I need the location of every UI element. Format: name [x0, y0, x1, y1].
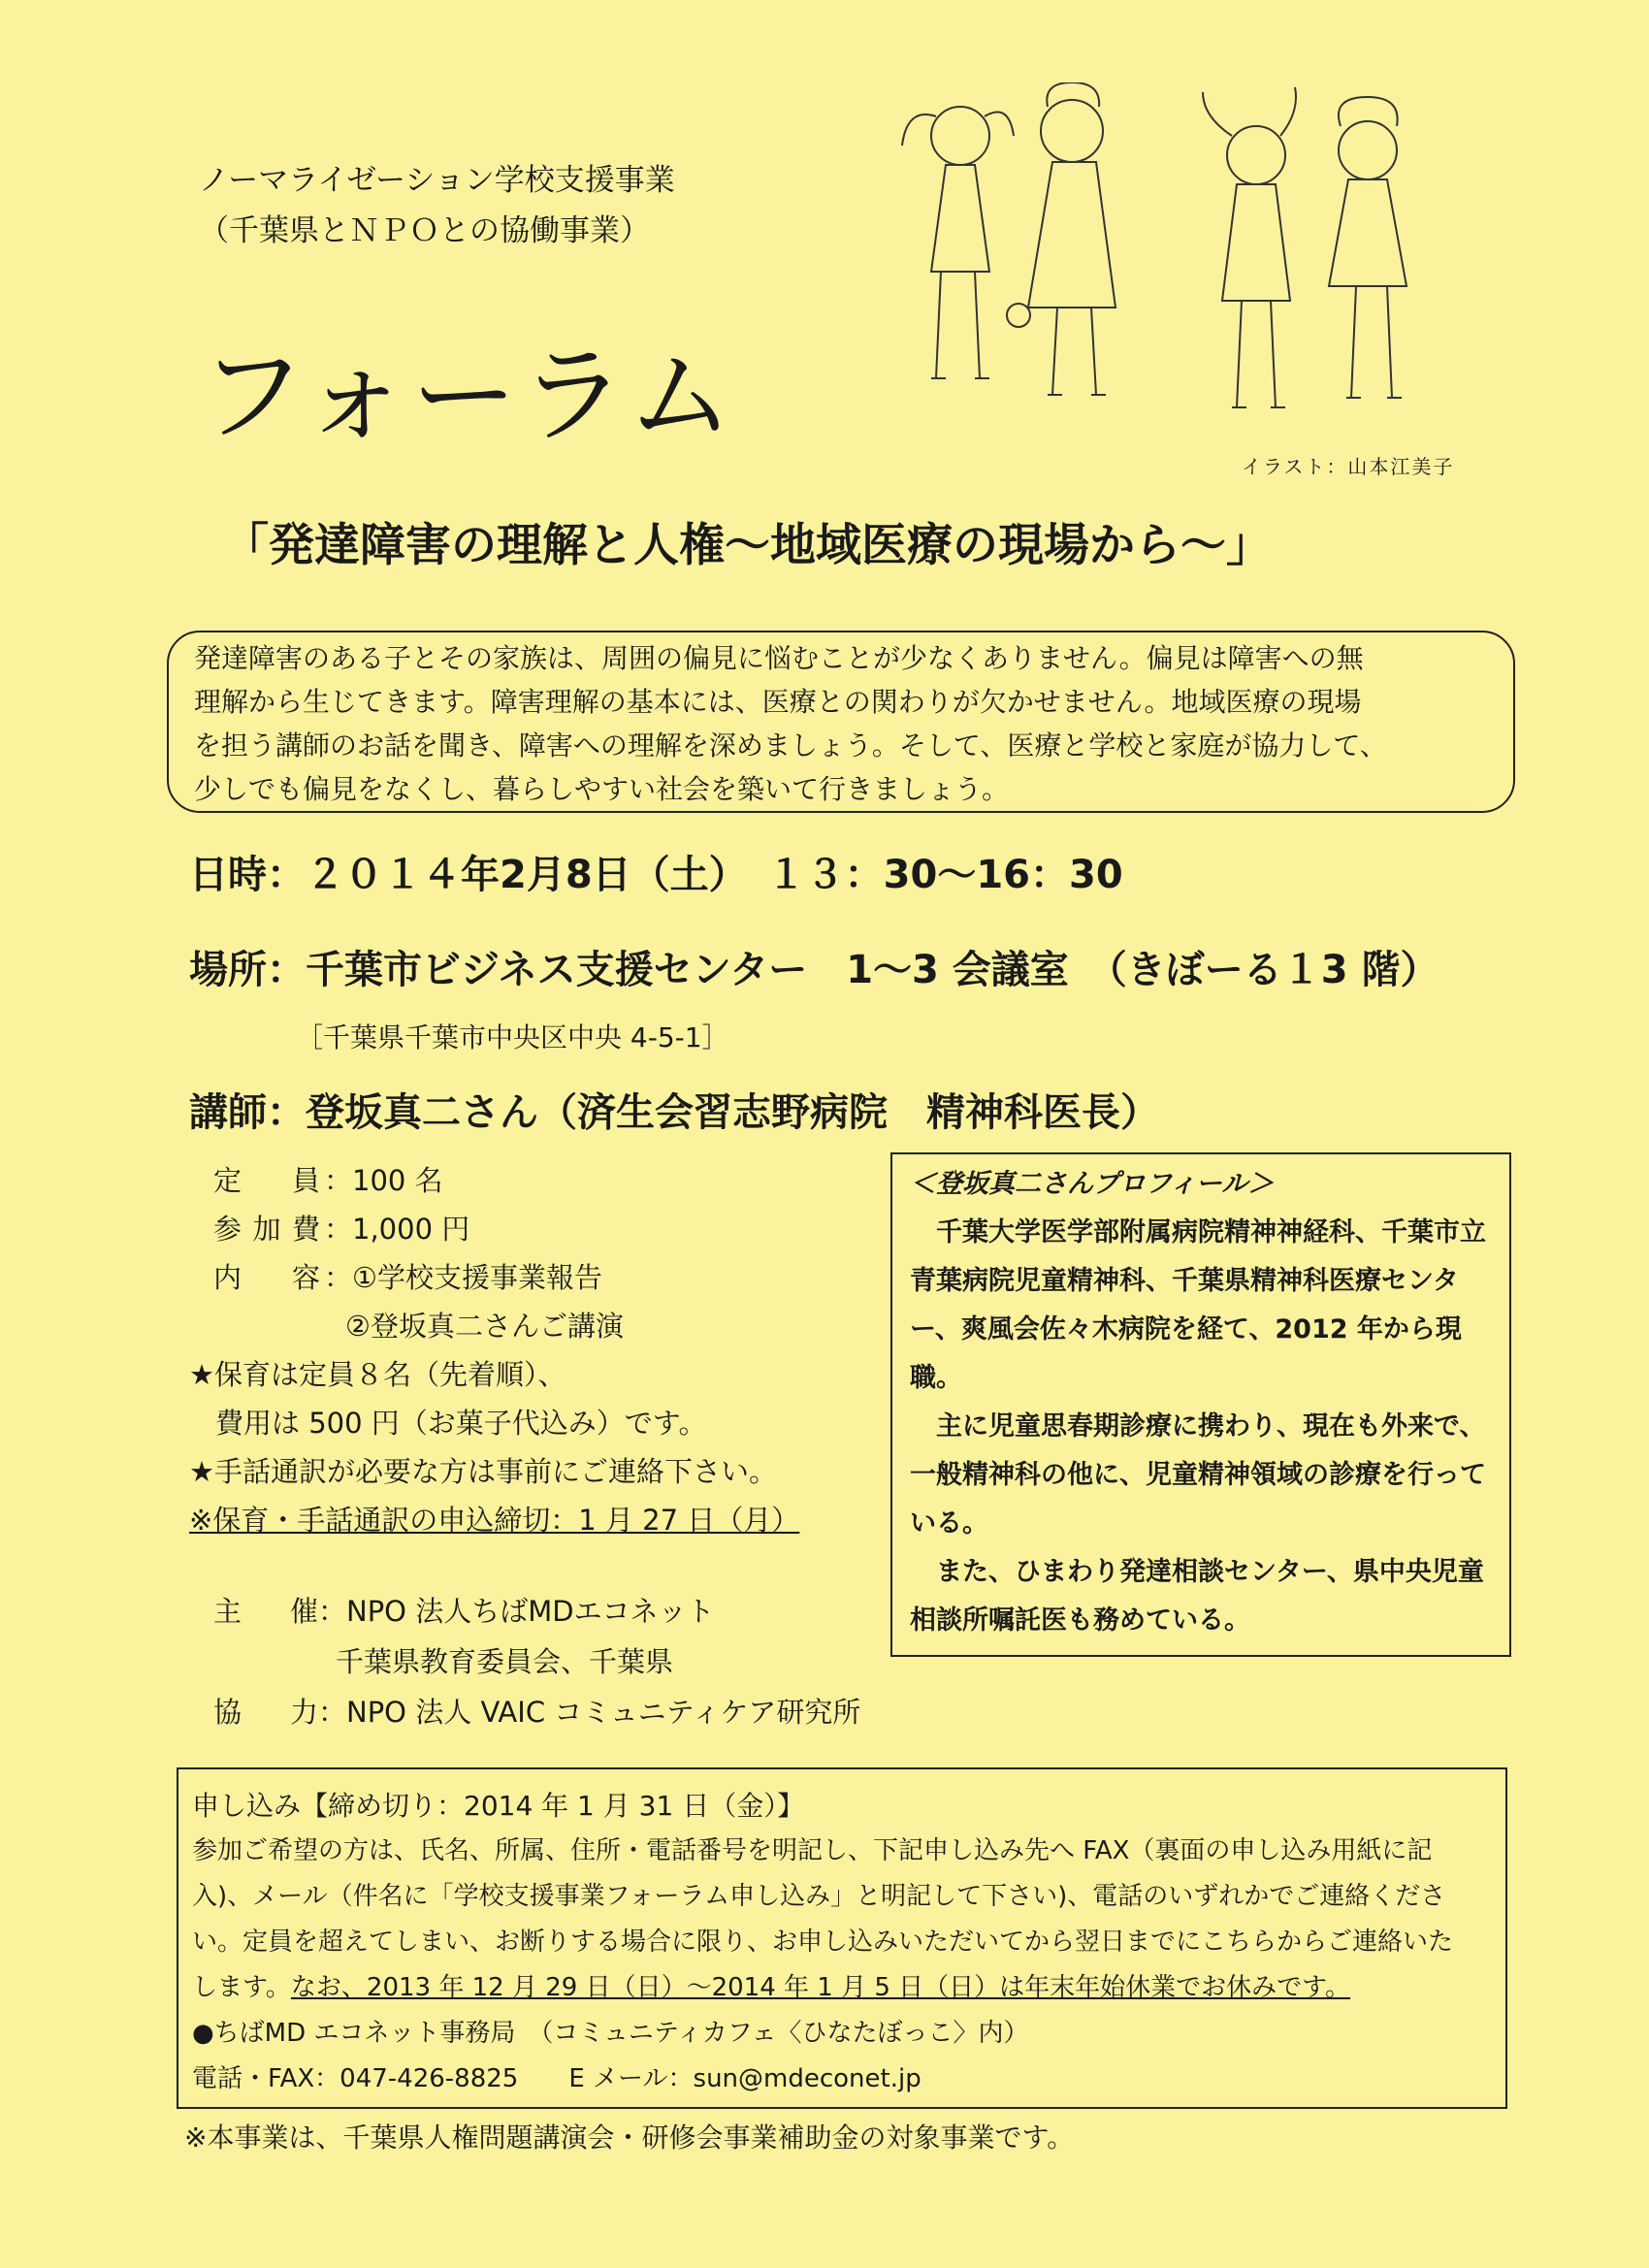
cooperation-label: 協 力	[213, 1696, 318, 1729]
event-lecturer: 講師：登坂真二さん（済生会習志野病院 精神科医長）	[189, 1090, 1159, 1135]
application-line-start: します。	[192, 1973, 291, 2002]
application-box	[177, 1767, 1507, 2109]
capacity-value: ：100 名	[324, 1164, 443, 1197]
office-contact: 電話・FAX：047-426-8825 E メール：sun@mdeconet.jp	[192, 2064, 922, 2093]
host-label: 主 催	[213, 1595, 318, 1628]
forum-subtitle: 「発達障害の理解と人権～地域医療の現場から～」	[223, 519, 1272, 572]
organizers	[213, 1586, 860, 1737]
event-details	[213, 1156, 624, 1350]
content-item-2: ②登坂真二さんご講演	[345, 1310, 624, 1343]
application-heading: 申し込み【締め切り：2014 年 1 月 31 日（金）】	[192, 1790, 805, 1822]
office-name: ●ちばMD エコネット事務局 （コミュニティカフェ〈ひなたぼっこ〉内）	[192, 2019, 1029, 2048]
sign-language-note: ★手話通訳が必要な方は事前にご連絡下さい。	[189, 1455, 777, 1488]
content-item-1: ：①学校支援事業報告	[324, 1261, 602, 1294]
event-address: ［千葉県千葉市中央区中央 4-5-1］	[296, 1021, 729, 1053]
host-value-1: ：NPO 法人ちばMDエコネット	[318, 1595, 715, 1628]
intro-line: 少しでも偏見をなくし、暮らしやすい社会を築いて行きましょう。	[194, 773, 1010, 805]
intro-line: 発達障害のある子とその家族は、周囲の偏見に悩むことが少なくありません。偏見は障害への無	[194, 642, 1364, 674]
page-title: フォーラム	[199, 334, 736, 458]
org-line-2: （千葉県とＮＰＯとの協働事業）	[199, 213, 650, 248]
cooperation-row	[213, 1687, 860, 1737]
fee-value: ：1,000 円	[324, 1213, 470, 1246]
subsidy-note: ※本事業は、千葉県人権問題講演会・研修会事業補助金の対象事業です。	[184, 2122, 1075, 2154]
event-datetime: 日時：２０１４年2月8日（土） １３：30～16：30	[189, 853, 1123, 897]
holiday-notice: なお、2013 年 12 月 29 日（日）～2014 年 1 月 5 日（日）は年末年始休業でお休みです。	[290, 1973, 1351, 2002]
cooperation-value: ：NPO 法人 VAIC コミュニティケア研究所	[318, 1696, 861, 1729]
illustration-credit: イラスト：山本江美子	[1242, 455, 1455, 478]
intro-box	[167, 631, 1515, 813]
fee-row	[213, 1205, 624, 1253]
application-line: 入)、メール（件名に「学校支援事業フォーラム申し込み」と明記して下さい)、電話のいずれかでご連絡くださ	[192, 1882, 1446, 1911]
organization-header	[199, 155, 675, 256]
childcare-deadline: ※保育・手話通訳の申込締切：1 月 27 日（月）	[189, 1504, 800, 1537]
childcare-line-1: ★保育は定員８名（先着順）、	[189, 1358, 566, 1391]
host-value-2: 千葉県教育委員会、千葉県	[336, 1645, 674, 1678]
event-place: 場所：千葉市ビジネス支援センター 1～3 会議室 （きぼーる１3 階）	[189, 948, 1439, 992]
profile-specialty: 主に児童思春期診療に携わり、現在も外来で、一般精神科の他に、児童精神領域の診療を行っている。	[910, 1411, 1486, 1539]
application-line: い。定員を超えてしまい、お断りする場合に限り、お申し込みいただいてから翌日までにこちらからご連絡いた	[192, 1928, 1454, 1957]
intro-line: 理解から生じてきます。障害理解の基本には、医療との関わりが欠かせません。地域医療の現場	[194, 686, 1362, 718]
profile-other-roles: また、ひまわり発達相談センター、県中央児童相談所嘱託医も務めている。	[910, 1557, 1484, 1636]
capacity-label: 定 員	[213, 1164, 320, 1197]
content-row-2	[213, 1302, 624, 1350]
application-line: 参加ご希望の方は、氏名、所属、住所・電話番号を明記し、下記申し込み先へ FAX（裏面の申し込み用紙に記	[192, 1836, 1433, 1865]
content-row	[213, 1253, 624, 1302]
lecturer-profile-box	[890, 1152, 1511, 1657]
childcare-line-2: 費用は 500 円（お菓子代込み）です。	[215, 1407, 707, 1440]
capacity-row	[213, 1156, 624, 1205]
org-line-1: ノーマライゼーション学校支援事業	[199, 163, 675, 198]
application-line	[192, 1965, 1488, 2011]
girls-illustration	[892, 82, 1494, 441]
content-label: 内 容	[213, 1261, 320, 1294]
intro-line: を担う講師のお話を聞き、障害への理解を深めましょう。そして、医療と学校と家庭が協力して、	[194, 729, 1387, 761]
host-row	[213, 1586, 860, 1636]
fee-label: 参加費	[213, 1213, 320, 1246]
profile-heading: ＜登坂真二さんプロフィール＞	[910, 1169, 1275, 1199]
profile-career: 千葉大学医学部附属病院精神神経科、千葉市立青葉病院児童精神科、千葉県精神科医療センター、爽風会佐々木病院を経て、2012 年から現職。	[910, 1217, 1486, 1393]
